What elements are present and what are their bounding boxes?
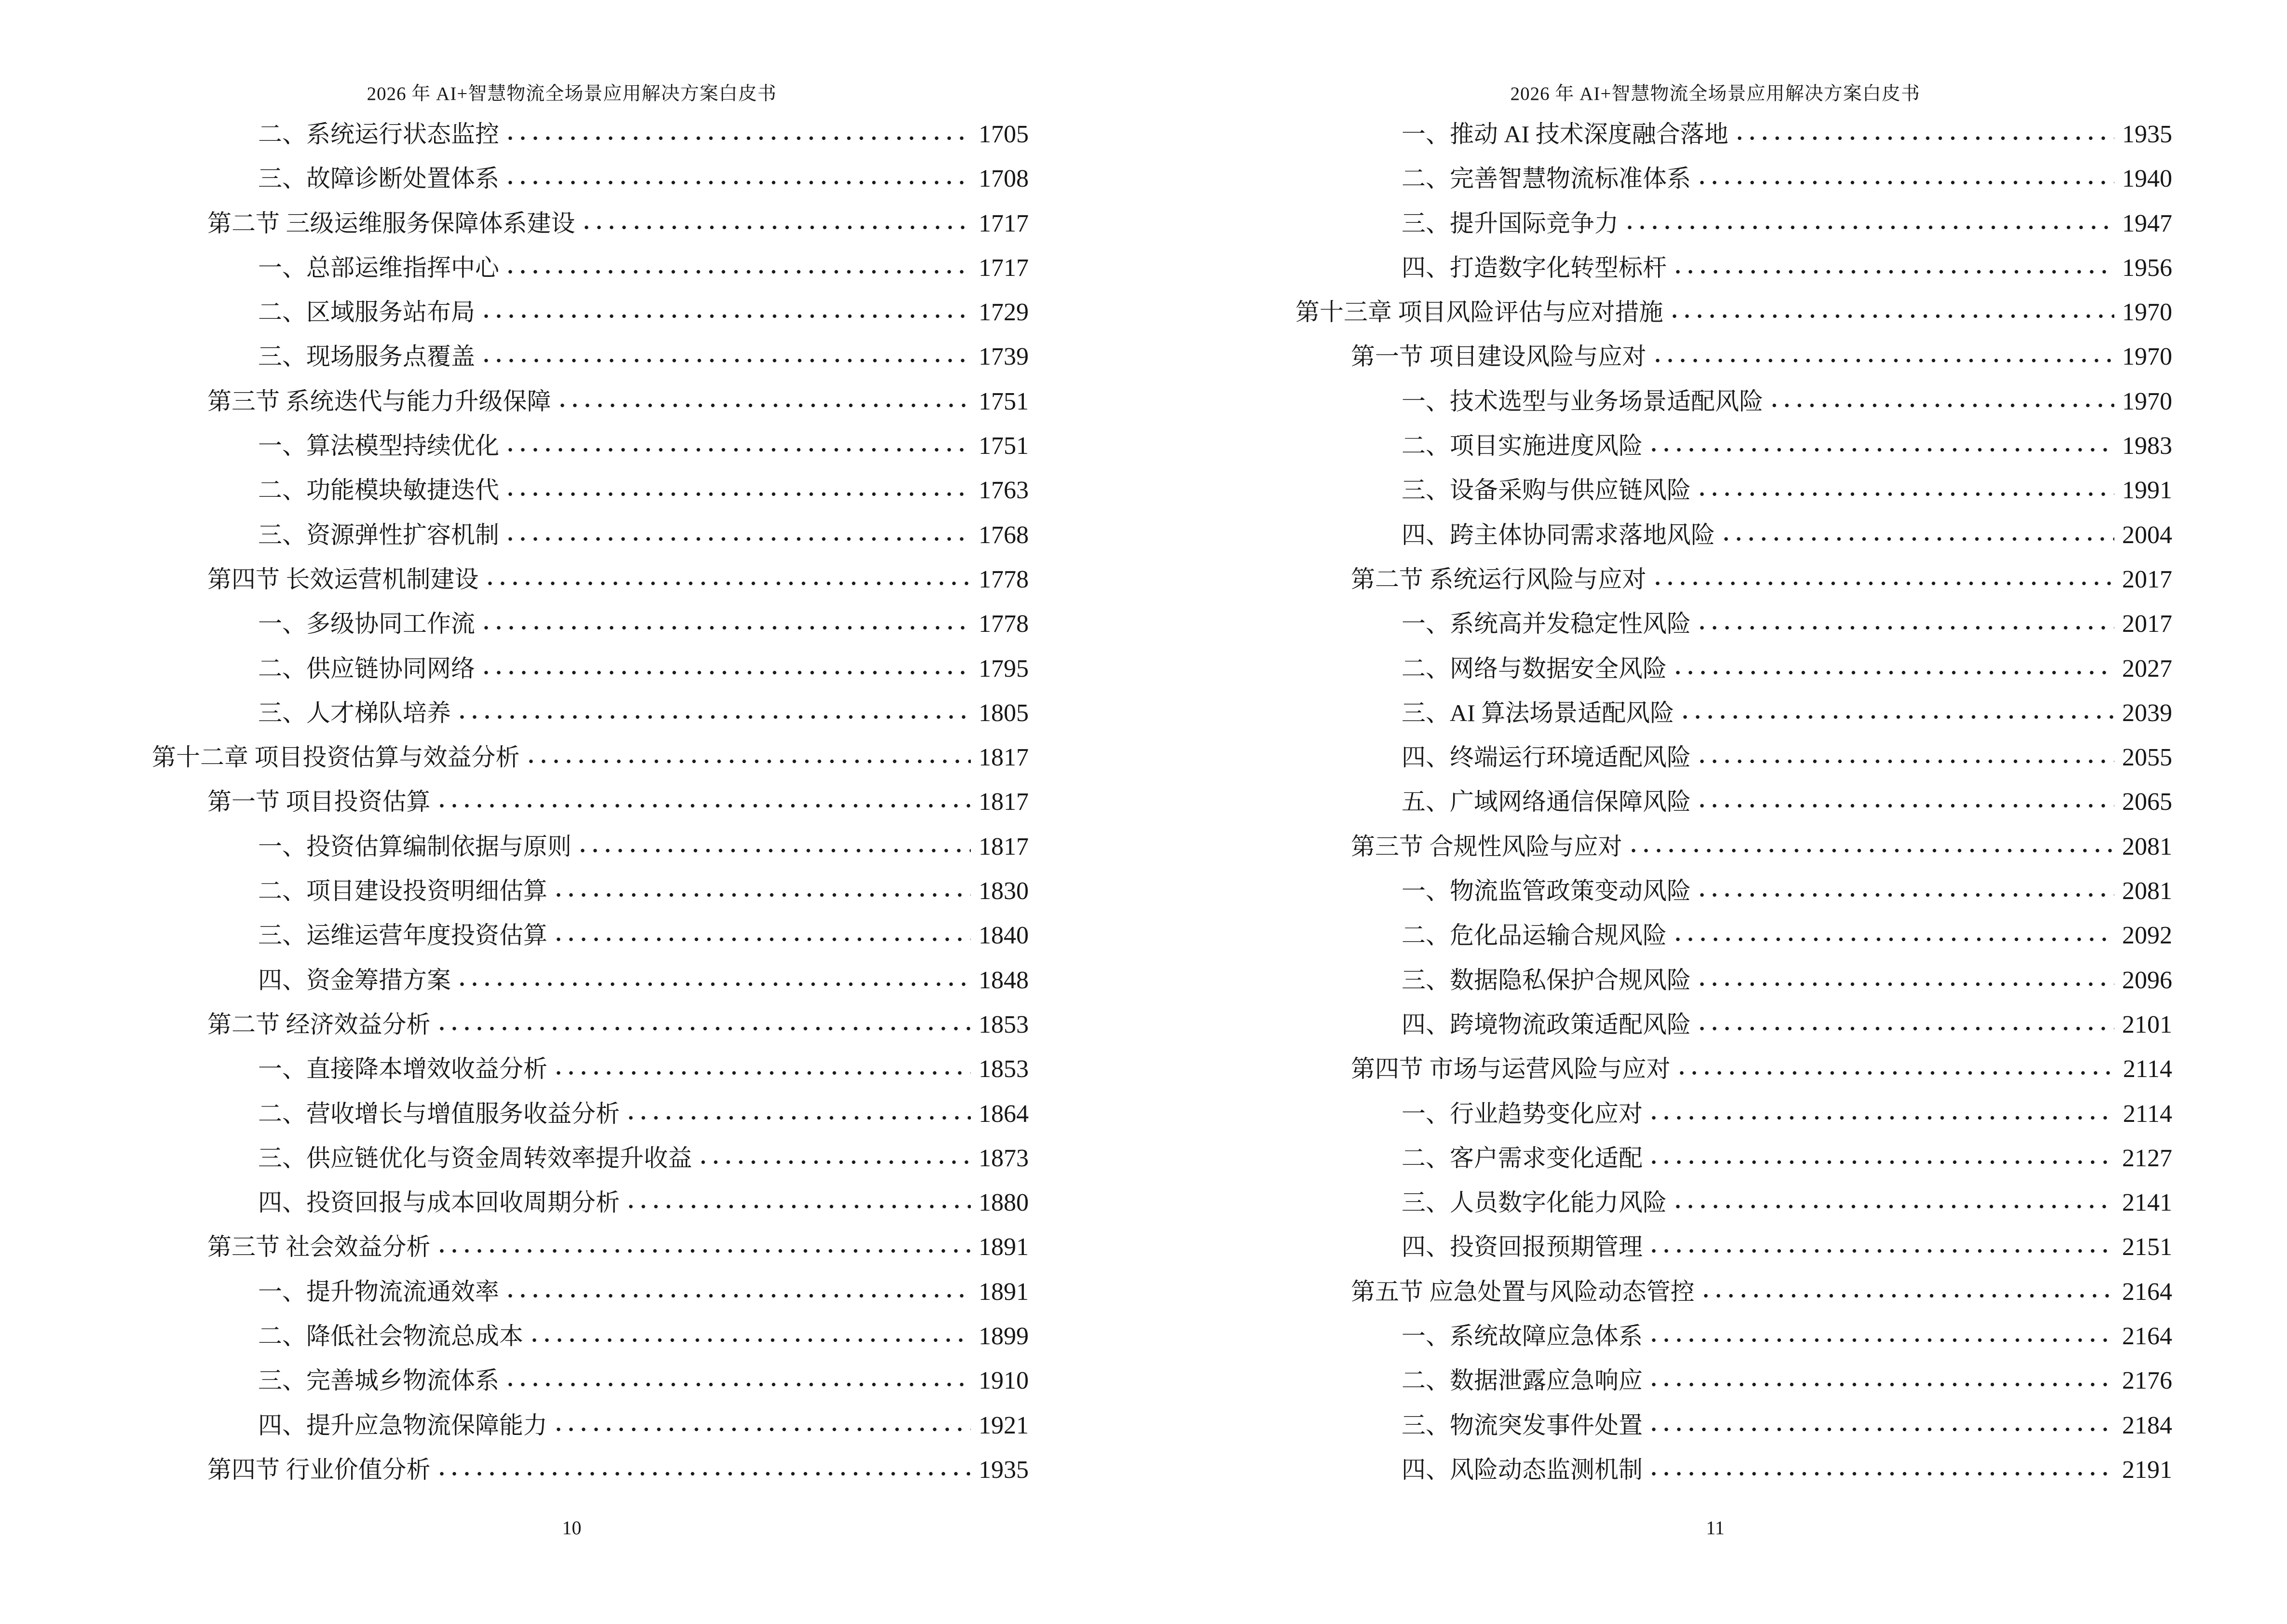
toc-entry-title: 第十二章 项目投资估算与效益分析 xyxy=(152,744,520,771)
toc-entry-page: 1751 xyxy=(979,387,1029,415)
toc-entry-title: 一、系统高并发稳定性风险 xyxy=(1402,610,1691,638)
dot-leader xyxy=(556,403,971,408)
toc-entry-page: 2176 xyxy=(2122,1367,2172,1395)
toc-entry-title: 三、现场服务点覆盖 xyxy=(258,343,475,370)
dot-leader xyxy=(1647,1427,2114,1432)
toc-entry xyxy=(1144,1269,2287,1314)
dot-leader xyxy=(504,180,971,185)
toc-entry xyxy=(1144,1047,2287,1091)
toc-entry-title: 第三节 合规性风险与应对 xyxy=(1351,832,1622,860)
dot-leader xyxy=(480,625,971,630)
toc-entry-title: 三、AI 算法场景适配风险 xyxy=(1402,699,1674,726)
toc-entry-page: 1991 xyxy=(2122,477,2172,505)
toc-entry-page: 1705 xyxy=(979,121,1029,148)
toc-entry-title: 第二节 三级运维服务保障体系建设 xyxy=(207,209,575,237)
toc-entry-page: 1891 xyxy=(979,1278,1029,1306)
toc-entry xyxy=(1144,601,2287,646)
toc-entry-page: 2151 xyxy=(2122,1233,2172,1261)
toc-entry xyxy=(1144,913,2287,957)
toc-entry xyxy=(1144,156,2287,201)
dot-leader xyxy=(504,491,971,497)
toc-entry xyxy=(1144,557,2287,601)
dot-leader xyxy=(436,1248,971,1254)
toc-entry-title: 二、客户需求变化适配 xyxy=(1402,1144,1643,1172)
toc-entry-page: 2114 xyxy=(2123,1100,2172,1128)
toc-entry-title: 一、投资估算编制依据与原则 xyxy=(258,832,572,860)
toc-entry-title: 一、物流监管政策变动风险 xyxy=(1402,877,1691,905)
toc-entry-page: 1970 xyxy=(2122,387,2172,415)
toc-entry-title: 一、提升物流流通效率 xyxy=(258,1278,499,1305)
toc-entry xyxy=(1144,290,2287,334)
toc-entry xyxy=(0,201,1144,246)
toc-entry xyxy=(0,958,1144,1002)
dot-leader xyxy=(1672,269,2114,274)
toc-entry xyxy=(0,1047,1144,1091)
toc-entry-page: 1817 xyxy=(979,788,1029,816)
toc-entry-title: 一、算法模型持续优化 xyxy=(258,432,499,460)
dot-leader xyxy=(1647,1160,2114,1165)
toc-list-left xyxy=(0,112,1144,1492)
dot-leader xyxy=(1720,536,2114,542)
toc-entry-title: 三、设备采购与供应链风险 xyxy=(1402,477,1691,504)
toc-entry-title: 第四节 长效运营机制建设 xyxy=(207,565,479,593)
page-right xyxy=(1144,0,2287,1624)
toc-entry-page: 1717 xyxy=(979,209,1029,237)
toc-entry-page: 1970 xyxy=(2122,299,2172,327)
toc-entry xyxy=(1144,1403,2287,1447)
toc-list-right xyxy=(1144,112,2287,1492)
toc-entry xyxy=(1144,1447,2287,1492)
dot-leader xyxy=(1672,670,2114,675)
dot-leader xyxy=(528,1337,971,1343)
toc-entry xyxy=(0,513,1144,557)
dot-leader xyxy=(576,848,971,853)
toc-entry xyxy=(1144,1002,2287,1047)
dot-leader xyxy=(456,714,971,720)
toc-entry xyxy=(1144,1358,2287,1403)
dot-leader xyxy=(1647,1248,2114,1254)
dot-leader xyxy=(436,803,971,808)
toc-entry-page: 1970 xyxy=(2122,343,2172,371)
toc-entry-title: 二、系统运行状态监控 xyxy=(258,121,499,148)
toc-entry xyxy=(0,1136,1144,1180)
dot-leader xyxy=(504,1382,971,1387)
toc-entry-title: 三、完善城乡物流体系 xyxy=(258,1367,499,1394)
toc-entry xyxy=(0,1358,1144,1403)
dot-leader xyxy=(1668,314,2115,319)
page-header: 2026 年 AI+智慧物流全场景应用解决方案白皮书 xyxy=(367,83,777,104)
dot-leader xyxy=(1623,225,2114,230)
toc-entry xyxy=(0,468,1144,512)
toc-entry xyxy=(1144,646,2287,691)
toc-entry xyxy=(1144,423,2287,468)
toc-entry-page: 1940 xyxy=(2122,165,2172,193)
dot-leader xyxy=(1651,581,2115,586)
toc-entry-title: 第十三章 项目风险评估与应对措施 xyxy=(1295,299,1663,326)
toc-entry-page: 1880 xyxy=(979,1189,1029,1217)
toc-entry-title: 第五节 应急处置与风险动态管控 xyxy=(1351,1278,1695,1305)
toc-entry-page: 1947 xyxy=(2122,209,2172,237)
toc-entry xyxy=(1144,468,2287,512)
toc-entry-title: 第二节 经济效益分析 xyxy=(207,1010,431,1038)
dot-leader xyxy=(1696,759,2114,764)
dot-leader xyxy=(484,581,971,586)
toc-entry-title: 二、区域服务站布局 xyxy=(258,299,475,326)
toc-entry-title: 第三节 系统迭代与能力升级保障 xyxy=(207,387,551,415)
toc-entry-title: 一、行业趋势变化应对 xyxy=(1402,1100,1643,1127)
toc-entry xyxy=(0,1269,1144,1314)
toc-entry-title: 三、资源弹性扩容机制 xyxy=(258,521,499,548)
toc-entry xyxy=(0,1002,1144,1047)
toc-entry xyxy=(0,1225,1144,1269)
toc-entry-title: 三、人员数字化能力风险 xyxy=(1402,1189,1667,1216)
toc-entry-title: 四、跨境物流政策适配风险 xyxy=(1402,1010,1691,1038)
dot-leader xyxy=(480,314,971,319)
toc-entry-title: 三、数据隐私保护合规风险 xyxy=(1402,966,1691,994)
toc-entry xyxy=(0,290,1144,334)
toc-entry xyxy=(1144,513,2287,557)
toc-entry-page: 1708 xyxy=(979,165,1029,193)
toc-entry-page: 1795 xyxy=(979,655,1029,682)
toc-entry-title: 四、投资回报预期管理 xyxy=(1402,1233,1643,1261)
dot-leader xyxy=(504,136,971,141)
toc-entry-page: 1864 xyxy=(979,1100,1029,1128)
page-number: 11 xyxy=(1706,1517,1725,1539)
toc-entry-title: 四、跨主体协同需求落地风险 xyxy=(1402,521,1715,548)
toc-entry-title: 三、提升国际竞争力 xyxy=(1402,209,1619,237)
toc-entry-page: 2017 xyxy=(2122,610,2172,638)
dot-leader xyxy=(436,1471,971,1476)
toc-entry xyxy=(0,112,1144,156)
dot-leader xyxy=(1696,892,2114,898)
dot-leader xyxy=(1696,1026,2114,1031)
toc-entry-title: 五、广域网络通信保障风险 xyxy=(1402,788,1691,816)
toc-entry-title: 一、直接降本增效收益分析 xyxy=(258,1055,547,1083)
toc-entry xyxy=(1144,1092,2287,1136)
dot-leader xyxy=(1627,848,2115,853)
toc-entry-title: 二、网络与数据安全风险 xyxy=(1402,655,1667,682)
toc-entry xyxy=(1144,112,2287,156)
toc-entry-page: 2127 xyxy=(2122,1144,2172,1172)
toc-entry-page: 2039 xyxy=(2122,699,2172,727)
toc-entry-page: 2101 xyxy=(2122,1010,2172,1038)
toc-entry xyxy=(0,1447,1144,1492)
toc-entry-page: 2092 xyxy=(2122,922,2172,950)
toc-entry xyxy=(0,246,1144,290)
toc-entry-page: 2081 xyxy=(2122,877,2172,905)
dot-leader xyxy=(480,358,971,363)
toc-entry-title: 三、运维运营年度投资估算 xyxy=(258,922,547,949)
toc-entry xyxy=(1144,824,2287,869)
dot-leader xyxy=(1647,1115,2115,1120)
toc-entry xyxy=(0,423,1144,468)
dot-leader xyxy=(504,1293,971,1298)
toc-entry-title: 二、功能模块敏捷迭代 xyxy=(258,477,499,504)
dot-leader xyxy=(1651,358,2115,363)
dot-leader xyxy=(580,225,971,230)
dot-leader xyxy=(525,759,971,764)
toc-entry-page: 1778 xyxy=(979,610,1029,638)
toc-entry-title: 二、项目实施进度风险 xyxy=(1402,432,1643,460)
toc-entry-page: 2164 xyxy=(2122,1278,2172,1306)
toc-entry xyxy=(0,913,1144,957)
toc-entry xyxy=(1144,379,2287,423)
dot-leader xyxy=(552,1070,971,1076)
toc-entry-page: 1817 xyxy=(979,744,1029,772)
toc-entry-title: 二、项目建设投资明细估算 xyxy=(258,877,547,905)
dot-leader xyxy=(625,1115,971,1120)
toc-entry-title: 第一节 项目建设风险与应对 xyxy=(1351,343,1647,370)
toc-entry-page: 1817 xyxy=(979,832,1029,860)
toc-entry-page: 1853 xyxy=(979,1055,1029,1083)
toc-entry-title: 一、技术选型与业务场景适配风险 xyxy=(1402,387,1763,415)
toc-entry-page: 1910 xyxy=(979,1367,1029,1395)
page-number: 10 xyxy=(562,1517,582,1539)
page-header: 2026 年 AI+智慧物流全场景应用解决方案白皮书 xyxy=(1510,83,1920,104)
toc-entry xyxy=(0,1180,1144,1225)
toc-entry-page: 1891 xyxy=(979,1233,1029,1261)
toc-entry xyxy=(0,601,1144,646)
dot-leader xyxy=(1647,1382,2114,1387)
toc-entry xyxy=(1144,1225,2287,1269)
toc-entry-title: 四、资金筹措方案 xyxy=(258,966,451,994)
toc-entry-page: 2141 xyxy=(2122,1189,2172,1217)
toc-entry-title: 二、营收增长与增值服务收益分析 xyxy=(258,1100,620,1127)
toc-entry-page: 1983 xyxy=(2122,432,2172,460)
dot-leader xyxy=(480,670,971,675)
toc-entry xyxy=(0,646,1144,691)
toc-entry-title: 二、数据泄露应急响应 xyxy=(1402,1367,1643,1394)
dot-leader xyxy=(1647,1471,2114,1476)
toc-entry-title: 四、打造数字化转型标杆 xyxy=(1402,254,1667,281)
dot-leader xyxy=(504,269,971,274)
toc-entry-title: 第四节 市场与运营风险与应对 xyxy=(1351,1055,1671,1083)
toc-entry-title: 四、终端运行环境适配风险 xyxy=(1402,744,1691,771)
dot-leader xyxy=(697,1160,971,1165)
toc-entry-page: 1956 xyxy=(2122,254,2172,282)
toc-entry-title: 一、总部运维指挥中心 xyxy=(258,254,499,281)
dot-leader xyxy=(1647,447,2114,452)
dot-leader xyxy=(552,1427,971,1432)
toc-entry xyxy=(1144,691,2287,735)
toc-entry xyxy=(1144,1136,2287,1180)
toc-entry-page: 2004 xyxy=(2122,521,2172,549)
toc-entry-page: 1921 xyxy=(979,1411,1029,1439)
toc-entry-page: 1935 xyxy=(979,1456,1029,1484)
toc-entry-title: 第二节 系统运行风险与应对 xyxy=(1351,565,1647,593)
toc-entry-title: 四、风险动态监测机制 xyxy=(1402,1456,1643,1483)
toc-entry-page: 1873 xyxy=(979,1144,1029,1172)
toc-entry-title: 一、系统故障应急体系 xyxy=(1402,1323,1643,1350)
toc-entry-page: 1751 xyxy=(979,432,1029,460)
toc-entry-page: 1830 xyxy=(979,877,1029,905)
toc-entry xyxy=(0,824,1144,869)
dot-leader xyxy=(1696,625,2114,630)
toc-entry xyxy=(1144,1180,2287,1225)
dot-leader xyxy=(1647,1337,2114,1343)
toc-entry xyxy=(0,379,1144,423)
toc-entry xyxy=(0,1403,1144,1447)
dot-leader xyxy=(552,937,971,942)
toc-entry xyxy=(0,557,1144,601)
toc-entry-page: 1729 xyxy=(979,299,1029,327)
toc-entry-page: 1763 xyxy=(979,477,1029,505)
toc-entry xyxy=(0,691,1144,735)
toc-entry-title: 三、物流突发事件处置 xyxy=(1402,1411,1643,1439)
toc-entry xyxy=(0,735,1144,779)
toc-entry xyxy=(0,334,1144,379)
toc-entry-title: 三、故障诊断处置体系 xyxy=(258,165,499,192)
toc-entry-page: 1739 xyxy=(979,343,1029,371)
toc-entry-page: 1778 xyxy=(979,565,1029,593)
toc-entry-title: 三、人才梯队培养 xyxy=(258,699,451,726)
toc-entry xyxy=(1144,201,2287,246)
toc-entry xyxy=(1144,1314,2287,1358)
toc-entry-page: 1717 xyxy=(979,254,1029,282)
toc-entry-title: 二、危化品运输合规风险 xyxy=(1402,922,1667,949)
toc-entry-page: 2027 xyxy=(2122,655,2172,682)
dot-leader xyxy=(552,892,971,898)
toc-entry xyxy=(1144,958,2287,1002)
toc-entry xyxy=(1144,869,2287,913)
dot-leader xyxy=(625,1204,971,1209)
toc-entry-page: 2096 xyxy=(2122,966,2172,994)
toc-entry-title: 四、投资回报与成本回收周期分析 xyxy=(258,1189,620,1216)
dot-leader xyxy=(1696,180,2114,185)
toc-entry-title: 第四节 行业价值分析 xyxy=(207,1456,431,1483)
toc-entry xyxy=(1144,735,2287,779)
dot-leader xyxy=(1700,1293,2115,1298)
toc-entry-page: 1899 xyxy=(979,1323,1029,1351)
toc-entry-title: 一、多级协同工作流 xyxy=(258,610,475,638)
toc-entry-page: 2191 xyxy=(2122,1456,2172,1484)
dot-leader xyxy=(436,1026,971,1031)
toc-entry-page: 2184 xyxy=(2122,1411,2172,1439)
dot-leader xyxy=(1696,491,2114,497)
toc-entry-page: 1840 xyxy=(979,922,1029,950)
dot-leader xyxy=(1675,1070,2115,1076)
toc-entry-title: 二、降低社会物流总成本 xyxy=(258,1323,523,1350)
toc-entry-page: 1805 xyxy=(979,699,1029,727)
toc-entry-title: 二、完善智慧物流标准体系 xyxy=(1402,165,1691,192)
dot-leader xyxy=(1696,803,2114,808)
toc-entry-page: 2055 xyxy=(2122,744,2172,772)
toc-entry-page: 2114 xyxy=(2123,1055,2172,1083)
toc-entry-page: 2164 xyxy=(2122,1323,2172,1351)
toc-entry-page: 2065 xyxy=(2122,788,2172,816)
dot-leader xyxy=(1679,714,2114,720)
toc-entry xyxy=(1144,779,2287,824)
toc-entry-title: 二、供应链协同网络 xyxy=(258,655,475,682)
toc-entry xyxy=(0,779,1144,824)
toc-entry-title: 第三节 社会效益分析 xyxy=(207,1233,431,1261)
toc-entry xyxy=(1144,246,2287,290)
toc-entry xyxy=(0,1314,1144,1358)
toc-entry-page: 1853 xyxy=(979,1010,1029,1038)
toc-entry-title: 四、提升应急物流保障能力 xyxy=(258,1411,547,1439)
dot-leader xyxy=(1672,1204,2114,1209)
dot-leader xyxy=(504,536,971,542)
toc-entry xyxy=(0,156,1144,201)
toc-entry xyxy=(0,869,1144,913)
dot-leader xyxy=(456,982,971,987)
dot-leader xyxy=(1733,136,2114,141)
toc-entry-title: 三、供应链优化与资金周转效率提升收益 xyxy=(258,1144,692,1172)
dot-leader xyxy=(1672,937,2114,942)
toc-entry-page: 2017 xyxy=(2122,565,2172,593)
toc-entry-title: 一、推动 AI 技术深度融合落地 xyxy=(1402,121,1729,148)
toc-entry-page: 1848 xyxy=(979,966,1029,994)
dot-leader xyxy=(1696,982,2114,987)
toc-entry xyxy=(0,1092,1144,1136)
toc-entry-title: 第一节 项目投资估算 xyxy=(207,788,431,816)
toc-entry-page: 1768 xyxy=(979,521,1029,549)
toc-entry-page: 2081 xyxy=(2122,832,2172,860)
toc-entry-page: 1935 xyxy=(2122,121,2172,148)
dot-leader xyxy=(1768,403,2114,408)
toc-entry xyxy=(1144,334,2287,379)
dot-leader xyxy=(504,447,971,452)
